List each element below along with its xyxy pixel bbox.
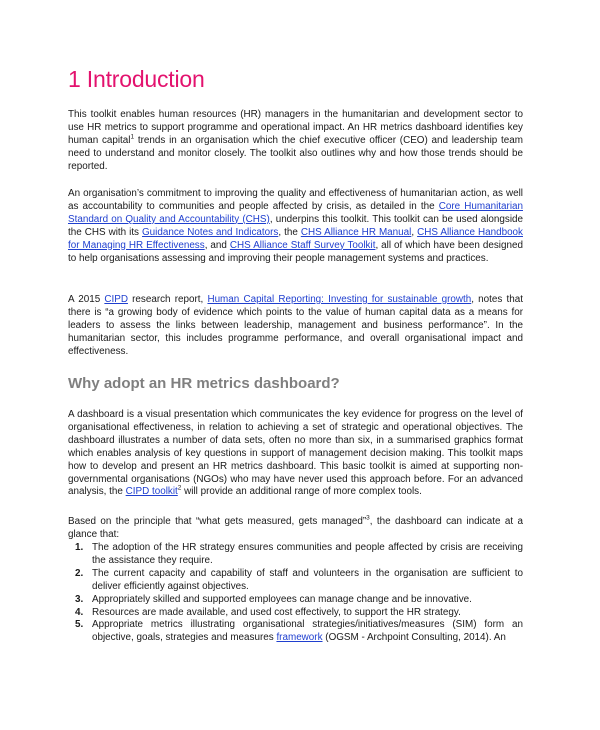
list-item <box>68 619 523 645</box>
list-text: The adoption of the HR strategy ensures communities and people affected by crisis are receiving the assistance they require. <box>92 542 523 566</box>
guidance-notes-link[interactable]: Guidance Notes and Indicators <box>142 226 279 238</box>
list-text: The current capacity and capability of staff and volunteers in the organisation are sufficient to deliver efficiently against objectives. <box>92 567 523 592</box>
list-number: 3. <box>75 593 84 605</box>
list-text: Appropriate metrics illustrating organisational strategies/initiatives/measures (SIM) form an objective, goals, strategies and measures <box>92 619 523 644</box>
text-run: A dashboard is a visual presentation which communicates the key evidence for progress on the level of organisational effectiveness, in relation to achieving a set of strategic and operational objectives. The dashboard illustrates a number of data sets, often no more than six, in a summarised graphics format which enables analysis of key questions in support of management decision making. This toolkit maps how to develop and present an HR metrics dashboard. This basic toolkit is aimed at supporting non-governmental organisations (NGOs) who may have never used this approach before. For an advanced analysis, the <box>68 409 523 498</box>
cipd-toolkit-link[interactable]: CIPD toolkit <box>125 486 178 498</box>
human-capital-report-link[interactable]: Human Capital Reporting: Investing for sustainable growth <box>207 294 472 305</box>
dashboard-benefits-list <box>68 542 523 645</box>
text-run: A 2015 <box>68 294 105 305</box>
list-number: 2. <box>75 567 84 579</box>
list-text: (OGSM - Archpoint Consulting, 2014). An <box>322 632 506 644</box>
hr-manual-link[interactable]: CHS Alliance HR Manual <box>300 226 412 238</box>
why-paragraph-1 <box>68 409 523 499</box>
list-number: 1. <box>75 542 84 553</box>
list-text: Appropriately skilled and supported employees can manage change and be innovative. <box>92 593 472 605</box>
section-number: 1 <box>68 66 81 92</box>
text-run: This toolkit enables human resources (HR) managers in the humanitarian and development sector to use HR metrics to support programme and operational impact. An HR metrics dashboard identifies key human capital <box>68 109 523 146</box>
list-item <box>68 568 523 594</box>
hr-handbook-link[interactable]: CHS Alliance Handbook for Managing HR Effectiveness <box>68 226 523 251</box>
text-run: , and <box>204 239 230 251</box>
list-item <box>68 607 523 620</box>
text-run: , underpins this toolkit. This toolkit can be used alongside the CHS with its <box>68 213 523 238</box>
text-run: Based on the principle that “what gets measured, gets managed” <box>68 516 367 527</box>
intro-paragraph-3 <box>68 294 523 359</box>
list-number: 5. <box>75 619 84 631</box>
intro-paragraph-1 <box>68 109 523 174</box>
list-text: Resources are made available, and used cost effectively, to support the HR strategy. <box>92 606 461 618</box>
framework-link[interactable]: framework <box>276 632 323 644</box>
section-heading <box>68 66 205 93</box>
text-run: , the dashboard can indicate at a glance that: <box>68 516 523 540</box>
list-item <box>68 594 523 607</box>
section-title: Introduction <box>86 66 205 92</box>
text-run: research report, <box>127 294 208 305</box>
list-item <box>68 542 523 568</box>
list-number: 4. <box>75 606 84 618</box>
why-paragraph-2 <box>68 516 523 542</box>
footnote-marker: 1 <box>130 133 135 141</box>
footnote-marker: 3 <box>366 514 370 522</box>
text-run: , notes that there is “a growing body of evidence which points to the value of human capital data as a means for leaders to assess the links between leadership, management and business performance”. In the humanitarian sector, this includes programme performance, and overall organisational impact and effectiveness. <box>68 294 523 357</box>
intro-paragraph-2 <box>68 188 523 265</box>
footnote-marker: 2 <box>177 485 182 493</box>
text-run: will provide an additional range of more complex tools. <box>181 486 422 498</box>
subsection-heading: Why adopt an HR metrics dashboard? <box>68 375 340 392</box>
text-run: trends in an organisation which the chief executive officer (CEO) and leadership team need to understand and monitor closely. The toolkit also outlines why and how those trends should be reported. <box>68 134 524 172</box>
cipd-link[interactable]: CIPD <box>104 294 128 305</box>
staff-survey-link[interactable]: CHS Alliance Staff Survey Toolkit <box>229 239 376 251</box>
text-run: , all of which have been designed to help organisations assessing and improving their people management systems and practices. <box>68 239 523 264</box>
text-run: , the <box>278 226 301 238</box>
text-run: An organisation’s commitment to improving the quality and effectiveness of humanitarian action, as well as accountability to communities and people affected by crisis, as detailed in the <box>68 188 523 212</box>
text-run: , <box>411 226 418 238</box>
chs-link[interactable]: Core Humanitarian Standard on Quality and Accountability (CHS) <box>68 200 523 225</box>
